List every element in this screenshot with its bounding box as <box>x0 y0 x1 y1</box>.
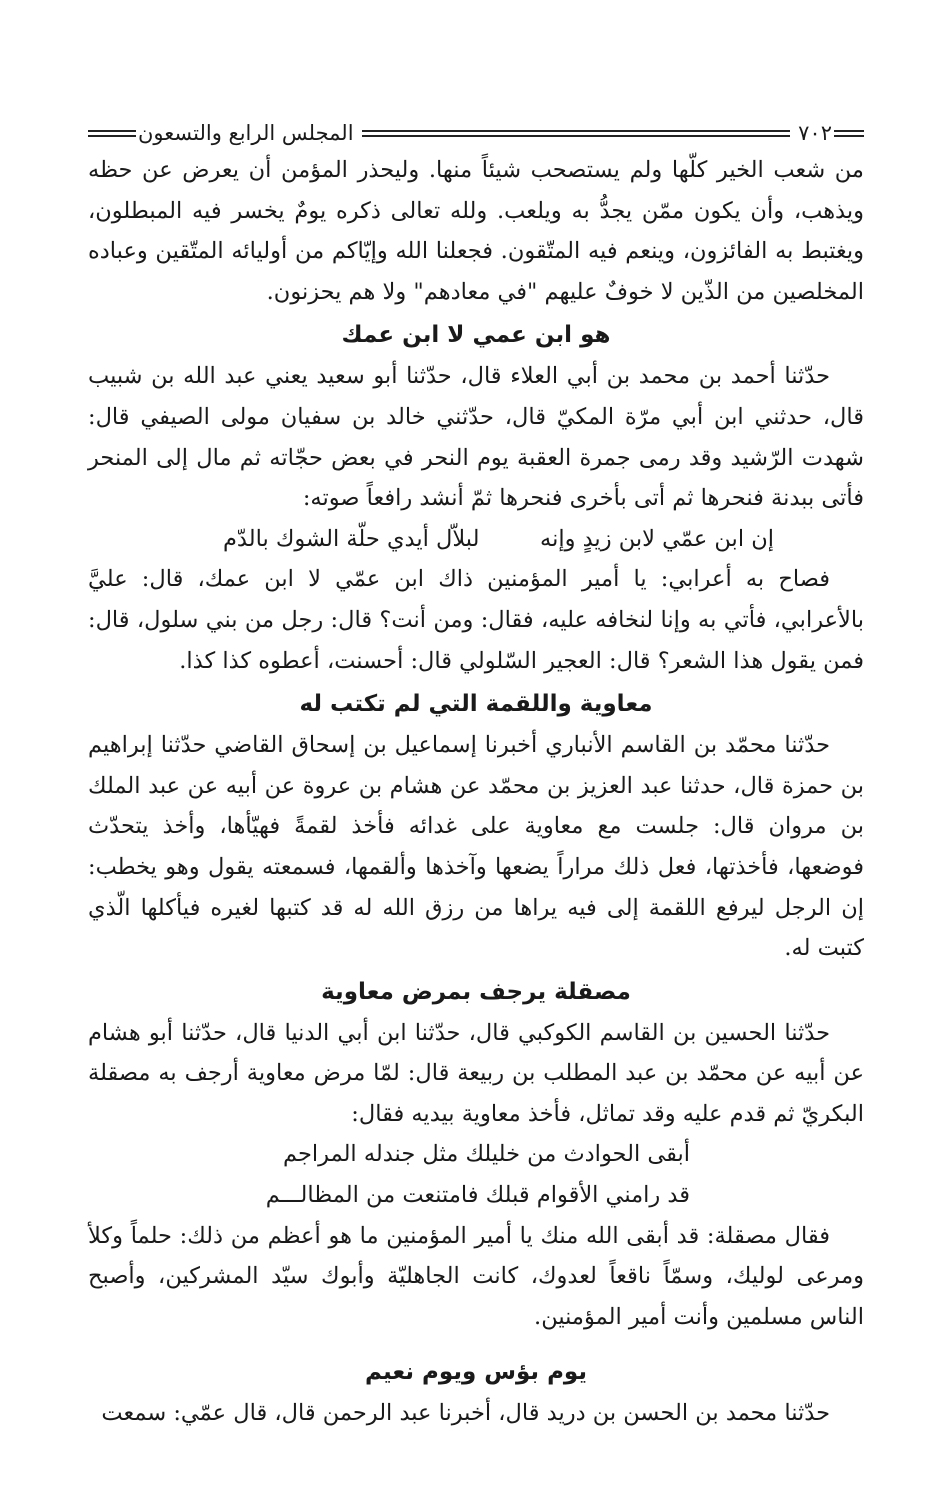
section-heading-1: هو ابن عمي لا ابن عمك <box>341 322 611 349</box>
book-page <box>88 118 864 1434</box>
header-rule-left <box>88 130 136 137</box>
verse-1-hemistich-b: لبلاّل أيدي حلّة الشوك بالدّم <box>223 525 480 552</box>
header-rule-middle <box>362 130 791 137</box>
paragraph-6: فقال مصقلة: قد أبقى الله منك يا أمير المؤمنين ما هو أعظم من ذلك: حلماً وكلأ ومرعى لوليك، وسمّاً ناقعاً لعدوك، كانت الجاهليّة وأبوك سيّد المشركين، وأصبح الناس مسلمين وأنت أمير المؤمنين. <box>88 1222 864 1330</box>
verse-1-hemistich-a: إن ابن عمّي لابن زيدٍ وإنه <box>540 525 774 552</box>
chapter-title: المجلس الرابع والتسعون <box>138 121 354 145</box>
section-heading-4: يوم بؤس ويوم نعيم <box>365 1359 587 1386</box>
running-header <box>88 118 864 148</box>
verse-1 <box>88 519 864 560</box>
verse-2-line-1: أبقى الحوادث من خليلك مثل جندله المراجم <box>283 1141 690 1168</box>
header-rule-right <box>834 130 864 137</box>
paragraph-4: حدّثنا محمّد بن القاسم الأنباري أخبرنا إسماعيل بن إسحاق القاضي حدّثنا إبراهيم بن حمزة قال، حدثنا عبد العزيز بن محمّد عن هشام بن عروة عن أبيه عن عبد الملك بن مروان قال: جلست مع معاوية على غدائه فأخذ لقمةً فهيّأها، وأخذ يتحدّث فوضعها، فأخذتها، فعل ذلك مراراً يضعها وآخذها وألقمها، فسمعته يقول وهو يخطب: إن الرجل ليرفع اللقمة إلى فيه يراها من رزق الله له قد كتبها لغيره فيأكلها الّذي كتبت له. <box>88 732 864 962</box>
verse-2-line-2: قد رامني الأقوام قبلك فامتنعت من المظالـــم <box>265 1182 690 1209</box>
section-heading-2: معاوية واللقمة التي لم تكتب له <box>299 691 653 718</box>
paragraph-2: حدّثنا أحمد بن محمد بن أبي العلاء قال، حدّثنا أبو سعيد يعني عبد الله بن شبيب قال، حدثني ابن أبي مرّة المكيّ قال، حدّثني خالد بن سفيان مولى الصيفي قال: شهدت الرّشيد وقد رمى جمرة العقبة يوم النحر في بعض حجّاته ثم مال إلى المنحر فأتى ببدنة فنحرها ثم أتى بأخرى فنحرها ثمّ أنشد رافعاً صوته: <box>88 363 864 512</box>
section-heading-3: مصقلة يرجف بمرض معاوية <box>321 978 631 1005</box>
paragraph-7: حدّثنا محمد بن الحسن بن دريد قال، أخبرنا عبد الرحمن قال، قال عمّي: سمعت <box>101 1400 830 1427</box>
paragraph-3: فصاح به أعرابي: يا أمير المؤمنين ذاك ابن عمّي لا ابن عمك، قال: عليَّ بالأعرابي، فأتي به وإنا لنخافه عليه، فقال: ومن أنت؟ قال: رجل من بني سلول، قال: فمن يقول هذا الشعر؟ قال: العجير السّلولي قال: أحسنت، أعطوه كذا كذا. <box>88 566 864 674</box>
paragraph-5: حدّثنا الحسين بن القاسم الكوكبي قال، حدّثنا ابن أبي الدنيا قال، حدّثنا أبو هشام عن أبيه عن محمّد بن عبد المطلب بن ربيعة قال: لمّا مرض معاوية أرجف به مصقلة البكريّ ثم قدم عليه وقد تماثل، فأخذ معاوية بيديه فقال: <box>88 1019 864 1127</box>
paragraph-1: من شعب الخير كلّها ولم يستصحب شيئاً منها. وليحذر المؤمن أن يعرض عن حظه ويذهب، وأن يكون ممّن يجدُّ به ويلعب. ولله تعالى ذكره يومٌ يخسر فيه المبطلون، ويغتبط به الفائزون، وينعم فيه المتّقون. فجعلنا الله وإيّاكم من أوليائه المتّقين وعباده المخلصين من الذّين لا خوفٌ عليهم "في معادهم" ولا هم يحزنون. <box>88 157 864 305</box>
spacer <box>88 1337 864 1349</box>
page-number: ٧٠٢ <box>798 121 832 145</box>
